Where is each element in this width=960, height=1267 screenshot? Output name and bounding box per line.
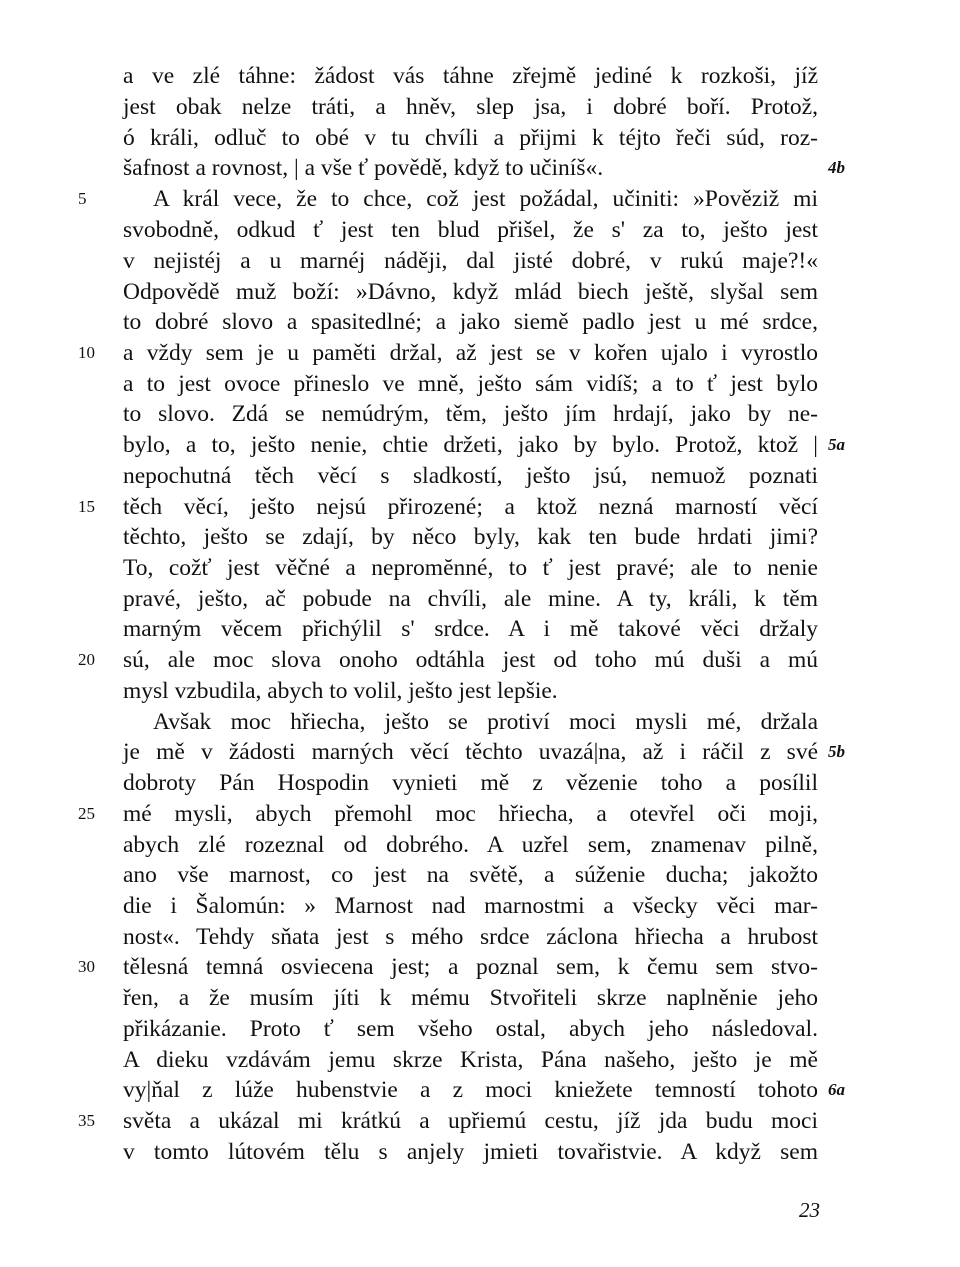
text-line-34: vy|ňal z lúže hubenstvie a z moci kniežete temností tohoto [123, 1077, 818, 1103]
text-line-29: nost«. Tehdy sňata jest s mého srdce záclona hřiecha a hrubost [123, 924, 818, 950]
line-number-15: 15 [78, 497, 95, 516]
text-line-8: Odpovědě muž boží: »Dávno, když mlád biech ještě, slyšal sem [123, 279, 818, 305]
line-number-30: 30 [78, 957, 95, 976]
text-line-11: a to jest ovoce přineslo ve mně, ješto sám vidíš; a to ť jest bylo [123, 371, 818, 397]
text-line-30: tělesná temná osviecena jest; a poznal sem, k čemu sem stvo- [123, 954, 818, 980]
text-line-3: ó králi, odluč to obé v tu chvíli a přijmi k téjto řeči súd, roz- [123, 125, 818, 151]
margin-note-4b: 4b [828, 158, 845, 177]
text-line-22: Avšak moc hřiecha, ješto se protiví moci mysli mé, držala [153, 709, 818, 735]
line-number-5: 5 [78, 189, 87, 208]
text-line-10: a vždy sem je u paměti držal, až jest se v kořen ujalo i vyrostlo [123, 340, 818, 366]
text-line-28: die i Šalomún: » Marnost nad marnostmi a všecky věci mar- [123, 893, 818, 919]
text-line-20: sú, ale moc slova onoho odtáhla jest od toho mú duši a mú [123, 647, 818, 673]
text-line-6: svobodně, odkud ť jest ten blud přišel, že s' za to, ješto jest [123, 217, 818, 243]
text-line-14: nepochutná těch věcí s sladkostí, ješto jsú, nemuož poznati [123, 463, 818, 489]
line-number-20: 20 [78, 650, 95, 669]
text-line-18: pravé, ješto, ač pobude na chvíli, ale mine. A ty, králi, k těm [123, 586, 818, 612]
page-number: 23 [799, 1198, 820, 1222]
text-line-27: ano vše marnost, co jest na světě, a súženie ducha; jakožto [123, 862, 818, 888]
text-line-16: těchto, ješto se zdají, by něco byly, kak ten bude hrdati jimi? [123, 524, 818, 550]
text-line-9: to dobré slovo a spasitedlné; a jako siemě padlo jest u mé srdce, [123, 309, 818, 335]
text-line-35: světa a ukázal mi krátkú a upřiemú cestu, jíž jda budu moci [123, 1108, 818, 1134]
text-line-7: v nejistéj a u marnéj náději, dal jisté dobré, v rukú maje?!« [123, 248, 818, 274]
margin-note-5a: 5a [828, 435, 845, 454]
text-line-24: dobroty Pán Hospodin vynieti mě z vězenie toho a posílil [123, 770, 818, 796]
margin-note-5b: 5b [828, 742, 845, 761]
text-line-26: abych zlé rozeznal od dobrého. A uzřel sem, znamenav pilně, [123, 832, 818, 858]
text-line-19: marným věcem přichýlil s' srdce. A i mě takové věci držaly [123, 616, 818, 642]
text-line-31: řen, a že musím jíti k mému Stvořiteli skrze naplněnie jeho [123, 985, 818, 1011]
text-line-33: A dieku vzdávám jemu skrze Krista, Pána našeho, ješto je mě [123, 1047, 818, 1073]
margin-note-6a: 6a [828, 1080, 845, 1099]
text-line-25: mé mysli, abych přemohl moc hřiecha, a otevřel oči moji, [123, 801, 818, 827]
text-line-12: to slovo. Zdá se nemúdrým, těm, ješto jím hrdají, jako by ne- [123, 401, 818, 427]
text-line-36: v tomto lútovém tělu s anjely jmieti tovařistvie. A když sem [123, 1139, 818, 1165]
text-line-4: šafnost a rovnost, | a vše ť povědě, když to učiníš«. [123, 155, 604, 181]
text-line-23: je mě v žádosti marných věcí těchto uvazá|na, až i ráčil z své [123, 739, 818, 765]
text-line-21: mysl vzbudila, abych to volil, ješto jest lepšie. [123, 678, 558, 704]
text-line-5: A král vece, že to chce, což jest požádal, učiniti: »Pověziž mi [153, 186, 818, 212]
text-line-15: těch věcí, ješto nejsú přirozené; a ktož nezná marností věcí [123, 494, 818, 520]
line-number-10: 10 [78, 343, 95, 362]
line-number-35: 35 [78, 1111, 95, 1130]
text-line-2: jest obak nelze tráti, a hněv, slep jsa, i dobré boří. Protož, [123, 94, 818, 120]
line-number-25: 25 [78, 804, 95, 823]
text-line-17: To, cožť jest věčné a nepromĕnné, to ť jest pravé; ale to nenie [123, 555, 818, 581]
text-line-32: přikázanie. Proto ť sem všeho ostal, abych jeho následoval. [123, 1016, 818, 1042]
text-line-13: bylo, a to, ješto nenie, chtie držeti, jako by bylo. Protož, ktož | [123, 432, 818, 458]
text-line-1: a ve zlé táhne: žádost vás táhne zřejmě jediné k rozkoši, jíž [123, 63, 818, 89]
